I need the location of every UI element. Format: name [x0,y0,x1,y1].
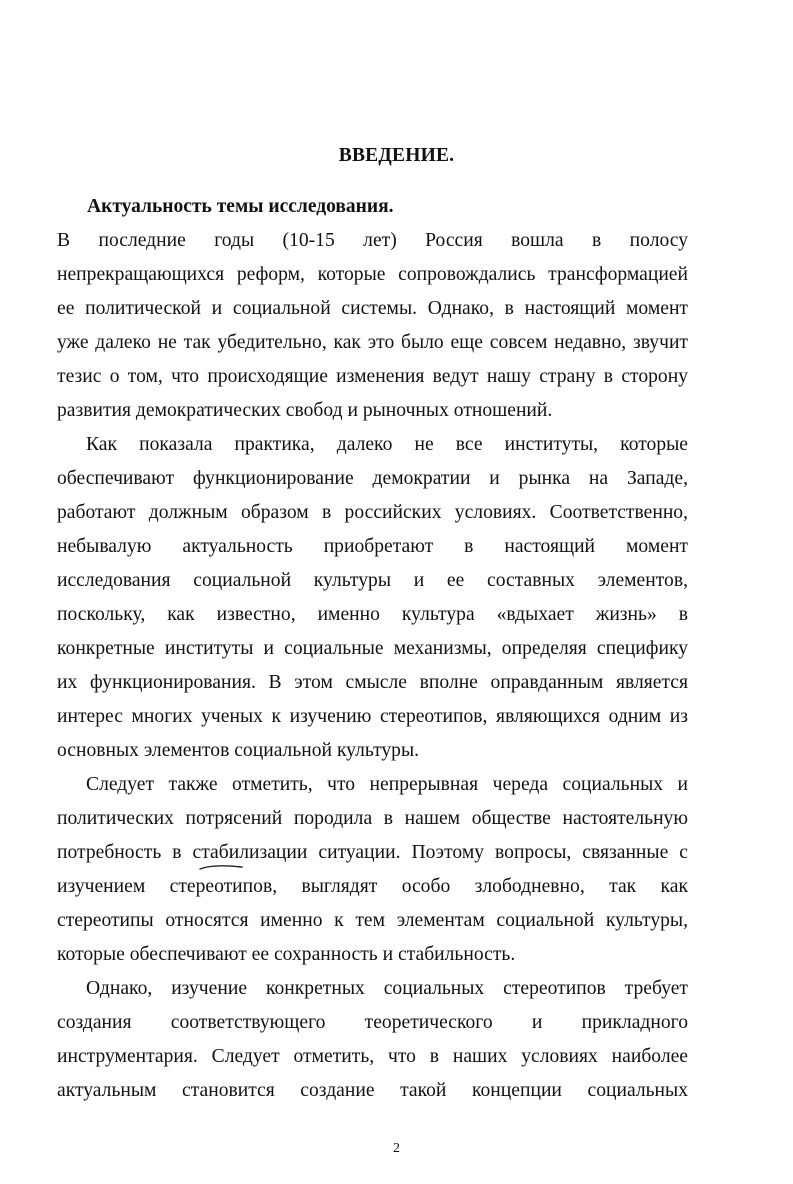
text-line: политических потрясений породила в нашем обществе настоятельную [57,808,688,829]
page-number: 2 [393,1141,400,1156]
text-line: небывалую актуальность приобретают в настоящий момент [57,536,688,557]
section-subheading: Актуальность темы исследования. [87,196,394,217]
text-line: исследования социальной культуры и ее составных элементов, [57,570,688,591]
text-line: конкретные институты и социальные механизмы, определяя специфику [57,638,688,659]
text-line: которые обеспечивают ее сохранность и стабильность. [57,944,516,965]
page-title: ВВЕДЕНИЕ. [338,145,455,166]
paragraph-2 [57,433,688,773]
text-line: уже далеко не так убедительно, как это было еще совсем недавно, звучит [57,332,688,353]
text-line: ее политической и социальной системы. Однако, в настоящий момент [57,298,688,319]
text-line: работают должным образом в российских условиях. Соответственно, [57,502,688,523]
text-line: потребность в стабилизации ситуации. Поэтому вопросы, связанные с [57,842,688,863]
paragraph-3 [57,773,688,977]
paragraph-1 [57,229,688,433]
text-line: создания соответствующего теоретического и прикладного [57,1012,688,1033]
text-line: поскольку, как известно, именно культура «вдыхает жизнь» в [57,604,688,625]
text-line: тезис о том, что происходящие изменения ведут нашу страну в сторону [57,366,688,387]
body-text [57,229,688,1113]
text-line: развития демократических свобод и рыночных отношений. [57,400,553,421]
text-line: непрекращающихся реформ, которые сопровождались трансформацией [57,264,688,285]
text-line: их функционирования. В этом смысле вполне оправданным является [57,672,688,693]
text-line: стереотипы относятся именно к тем элементам социальной культуры, [57,910,688,931]
text-line: актуальным становится создание такой концепции социальных [57,1080,688,1101]
text-line: Однако, изучение конкретных социальных стереотипов требует [86,978,688,999]
text-line: обеспечивают функционирование демократии и рынка на Западе, [57,468,688,489]
text-line: изучением стереотипов, выглядят особо злободневно, так как [57,876,688,897]
pen-underline-mark [198,864,244,872]
text-line: В последние годы (10-15 лет) Россия вошла в полосу [57,230,688,251]
paragraph-4 [57,977,688,1113]
text-line: Следует также отметить, что непрерывная череда социальных и [86,774,688,795]
text-line: инструментария. Следует отметить, что в наших условиях наиболее [57,1046,688,1067]
text-line: интерес многих ученых к изучению стереотипов, являющихся одним из [57,706,688,727]
text-line: Как показала практика, далеко не все институты, которые [86,434,688,455]
text-line: основных элементов социальной культуры. [57,740,420,761]
